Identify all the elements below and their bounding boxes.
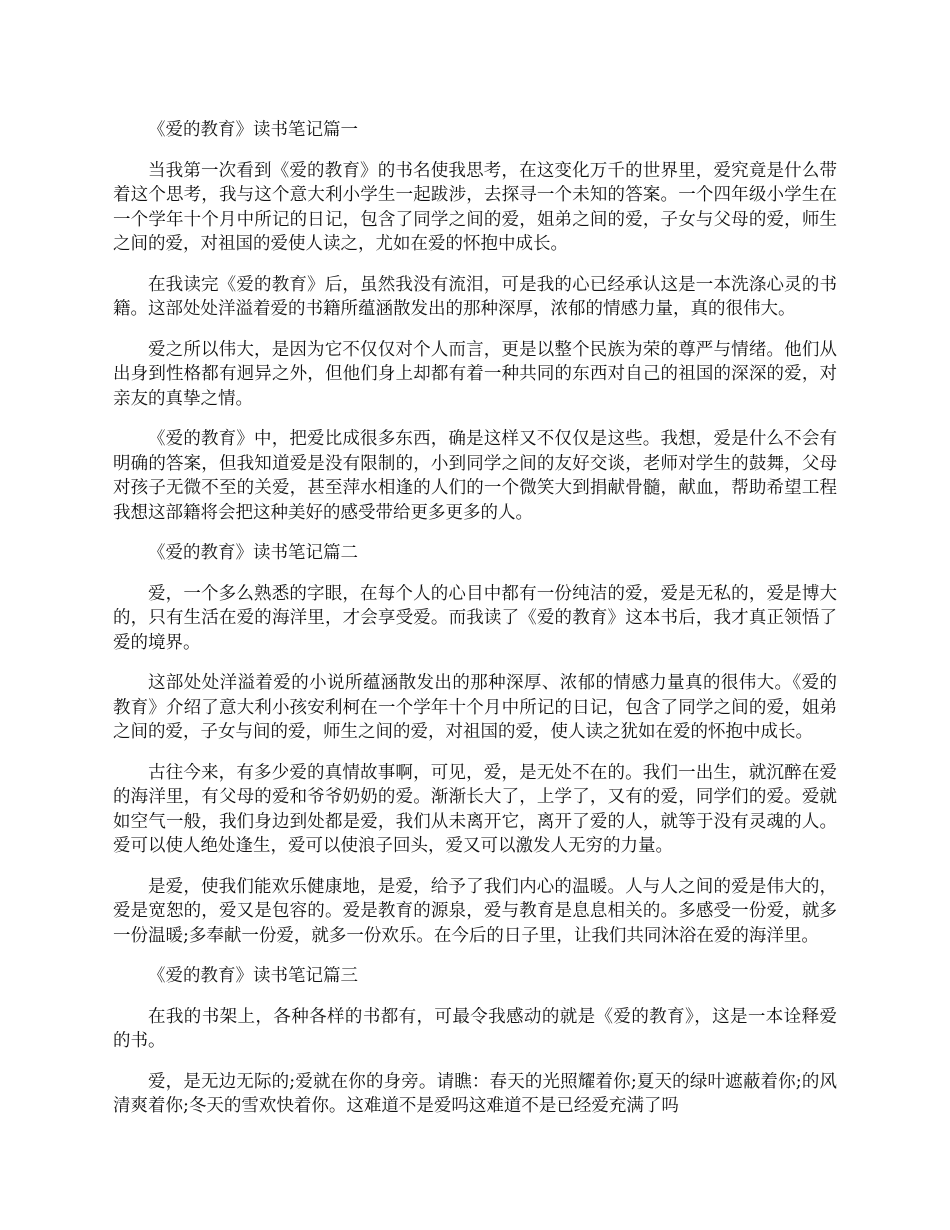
section-heading-2: 《爱的教育》读书笔记篇二	[148, 543, 358, 563]
paragraph: 是爱，使我们能欢乐健康地，是爱，给予了我们内心的温暖。人与人之间的爱是伟大的，爱是宽恕的，爱又是包容的。爱是教育的源泉，爱与教育是息息相关的。多感受一份爱，就多一份温暖;多奉献一份爱，就多一份欢乐。在今后的日子里，让我们共同沐浴在爱的海洋里。	[113, 876, 837, 946]
paragraph: 爱之所以伟大，是因为它不仅仅对个人而言，更是以整个民族为荣的尊严与情绪。他们从出身到性格都有迥异之外，但他们身上却都有着一种共同的东西对自己的祖国的深深的爱，对亲友的真挚之情。	[113, 339, 837, 409]
paragraph: 爱，是无边无际的;爱就在你的身旁。请瞧：春天的光照耀着你;夏天的绿叶遮蔽着你;的风清爽着你;冬天的雪欢快着你。这难道不是爱吗这难道不是已经爱充满了吗	[113, 1071, 837, 1116]
paragraph: 在我读完《爱的教育》后，虽然我没有流泪，可是我的心已经承认这是一本洗涤心灵的书籍。这部处处洋溢着爱的书籍所蕴涵散发出的那种深厚，浓郁的情感力量，真的很伟大。	[113, 274, 837, 319]
section-heading-1: 《爱的教育》读书笔记篇一	[148, 120, 358, 140]
paragraph: 《爱的教育》中，把爱比成很多东西，确是这样又不仅仅是这些。我想，爱是什么不会有明确的答案，但我知道爱是没有限制的，小到同学之间的友好交谈，老师对学生的鼓舞，父母对孩子无微不至的关爱，甚至萍水相逢的人们的一个微笑大到捐献骨髓，献血，帮助希望工程我想这部籍将会把这种美好的感受带给更多更多的人。	[113, 429, 837, 523]
paragraph: 爱，一个多么熟悉的字眼，在每个人的心目中都有一份纯洁的爱，爱是无私的，爱是博大的，只有生活在爱的海洋里，才会享受爱。而我读了《爱的教育》这本书后，我才真正领悟了爱的境界。	[113, 583, 837, 653]
document-page	[113, 118, 837, 1135]
paragraph: 在我的书架上，各种各样的书都有，可最令我感动的就是《爱的教育》，这是一本诠释爱的书。	[113, 1006, 837, 1051]
paragraph: 当我第一次看到《爱的教育》的书名使我思考，在这变化万千的世界里，爱究竟是什么带着这个思考，我与这个意大利小学生一起跋涉，去探寻一个未知的答案。一个四年级小学生在一个学年十个月中所记的日记，包含了同学之间的爱，姐弟之间的爱，子女与父母的爱，师生之间的爱，对祖国的爱使人读之，尤如在爱的怀抱中成长。	[113, 160, 837, 254]
section-heading-3: 《爱的教育》读书笔记篇三	[148, 966, 358, 986]
paragraph: 古往今来，有多少爱的真情故事啊，可见，爱，是无处不在的。我们一出生，就沉醉在爱的海洋里，有父母的爱和爷爷奶奶的爱。渐渐长大了，上学了，又有的爱，同学们的爱。爱就如空气一般，我们身边到处都是爱，我们从未离开它，离开了爱的人，就等于没有灵魂的人。爱可以使人绝处逢生，爱可以使浪子回头，爱又可以激发人无穷的力量。	[113, 762, 837, 856]
paragraph: 这部处处洋溢着爱的小说所蕴涵散发出的那种深厚、浓郁的情感力量真的很伟大。《爱的教育》介绍了意大利小孩安利柯在一个学年十个月中所记的日记，包含了同学之间的爱，姐弟之间的爱，子女与间的爱，师生之间的爱，对祖国的爱，使人读之犹如在爱的怀抱中成长。	[113, 673, 837, 742]
